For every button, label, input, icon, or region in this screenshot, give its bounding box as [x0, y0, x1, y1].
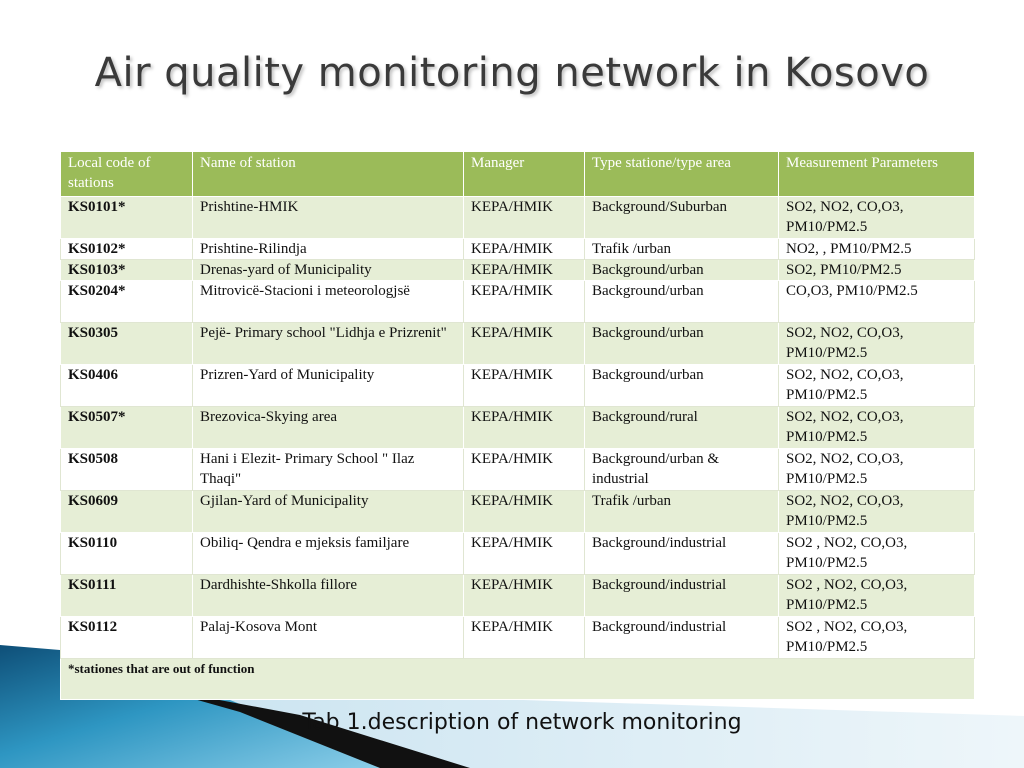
table-header-row — [61, 152, 975, 197]
parameters-cell: SO2 , NO2, CO,O3, PM10/PM2.5 — [779, 533, 975, 575]
station-code-cell: KS0406 — [61, 365, 193, 407]
header-measurement-parameters: Measurement Parameters — [779, 152, 975, 197]
table-row — [61, 407, 975, 449]
header-local-code: Local code of stations — [61, 152, 193, 197]
station-code-cell: KS0101* — [61, 197, 193, 239]
parameters-cell: SO2 , NO2, CO,O3, PM10/PM2.5 — [779, 617, 975, 659]
parameters-cell: SO2, NO2, CO,O3, PM10/PM2.5 — [779, 365, 975, 407]
slide-title: Air quality monitoring network in Kosovo — [94, 50, 930, 96]
station-name-cell: Dardhishte-Shkolla fillore — [193, 575, 464, 617]
manager-cell: KEPA/HMIK — [464, 260, 585, 281]
station-name-cell: Brezovica-Skying area — [193, 407, 464, 449]
table-footnote: *stationes that are out of function — [61, 659, 975, 700]
table-row — [61, 197, 975, 239]
station-code-cell: KS0204* — [61, 281, 193, 323]
station-code-cell: KS0103* — [61, 260, 193, 281]
parameters-cell: NO2, , PM10/PM2.5 — [779, 239, 975, 260]
station-code-cell: KS0102* — [61, 239, 193, 260]
station-code-cell: KS0110 — [61, 533, 193, 575]
parameters-cell: SO2, NO2, CO,O3, PM10/PM2.5 — [779, 449, 975, 491]
manager-cell: KEPA/HMIK — [464, 197, 585, 239]
station-code-cell: KS0305 — [61, 323, 193, 365]
station-name-cell: Hani i Elezit- Primary School " Ilaz Thaqi" — [193, 449, 464, 491]
parameters-cell: SO2, PM10/PM2.5 — [779, 260, 975, 281]
parameters-cell: CO,O3, PM10/PM2.5 — [779, 281, 975, 323]
table-caption: Tab 1.description of network monitoring — [302, 710, 742, 735]
manager-cell: KEPA/HMIK — [464, 281, 585, 323]
station-type-cell: Background/urban — [585, 281, 779, 323]
manager-cell: KEPA/HMIK — [464, 575, 585, 617]
station-code-cell: KS0112 — [61, 617, 193, 659]
table-row — [61, 239, 975, 260]
table-row — [61, 365, 975, 407]
station-type-cell: Background/industrial — [585, 575, 779, 617]
station-name-cell: Palaj-Kosova Mont — [193, 617, 464, 659]
station-type-cell: Background/Suburban — [585, 197, 779, 239]
manager-cell: KEPA/HMIK — [464, 239, 585, 260]
parameters-cell: SO2, NO2, CO,O3, PM10/PM2.5 — [779, 197, 975, 239]
header-station-name: Name of station — [193, 152, 464, 197]
station-name-cell: Pejë- Primary school "Lidhja e Prizrenit" — [193, 323, 464, 365]
parameters-cell: SO2, NO2, CO,O3, PM10/PM2.5 — [779, 407, 975, 449]
header-station-type: Type statione/type area — [585, 152, 779, 197]
station-code-cell: KS0508 — [61, 449, 193, 491]
station-code-cell: KS0507* — [61, 407, 193, 449]
station-name-cell: Drenas-yard of Municipality — [193, 260, 464, 281]
station-name-cell: Prishtine-HMIK — [193, 197, 464, 239]
parameters-cell: SO2, NO2, CO,O3, PM10/PM2.5 — [779, 323, 975, 365]
station-name-cell: Obiliq- Qendra e mjeksis familjare — [193, 533, 464, 575]
manager-cell: KEPA/HMIK — [464, 617, 585, 659]
manager-cell: KEPA/HMIK — [464, 491, 585, 533]
table-row — [61, 533, 975, 575]
station-name-cell: Gjilan-Yard of Municipality — [193, 491, 464, 533]
table-row — [61, 491, 975, 533]
station-type-cell: Background/urban & industrial — [585, 449, 779, 491]
station-type-cell: Background/urban — [585, 323, 779, 365]
station-name-cell: Mitrovicë-Stacioni i meteorologjsë — [193, 281, 464, 323]
station-type-cell: Background/rural — [585, 407, 779, 449]
table-row — [61, 323, 975, 365]
manager-cell: KEPA/HMIK — [464, 323, 585, 365]
manager-cell: KEPA/HMIK — [464, 533, 585, 575]
parameters-cell: SO2, NO2, CO,O3, PM10/PM2.5 — [779, 491, 975, 533]
station-type-cell: Background/industrial — [585, 617, 779, 659]
header-manager: Manager — [464, 152, 585, 197]
parameters-cell: SO2 , NO2, CO,O3, PM10/PM2.5 — [779, 575, 975, 617]
table-row — [61, 281, 975, 323]
table-row — [61, 575, 975, 617]
table-row — [61, 449, 975, 491]
manager-cell: KEPA/HMIK — [464, 407, 585, 449]
station-type-cell: Trafik /urban — [585, 239, 779, 260]
manager-cell: KEPA/HMIK — [464, 449, 585, 491]
monitoring-network-table — [60, 151, 975, 700]
table-footnote-row — [61, 659, 975, 700]
table-row — [61, 617, 975, 659]
table-row — [61, 260, 975, 281]
station-code-cell: KS0111 — [61, 575, 193, 617]
station-name-cell: Prishtine-Rilindja — [193, 239, 464, 260]
station-code-cell: KS0609 — [61, 491, 193, 533]
station-type-cell: Background/industrial — [585, 533, 779, 575]
station-type-cell: Trafik /urban — [585, 491, 779, 533]
station-type-cell: Background/urban — [585, 260, 779, 281]
manager-cell: KEPA/HMIK — [464, 365, 585, 407]
station-name-cell: Prizren-Yard of Municipality — [193, 365, 464, 407]
station-type-cell: Background/urban — [585, 365, 779, 407]
